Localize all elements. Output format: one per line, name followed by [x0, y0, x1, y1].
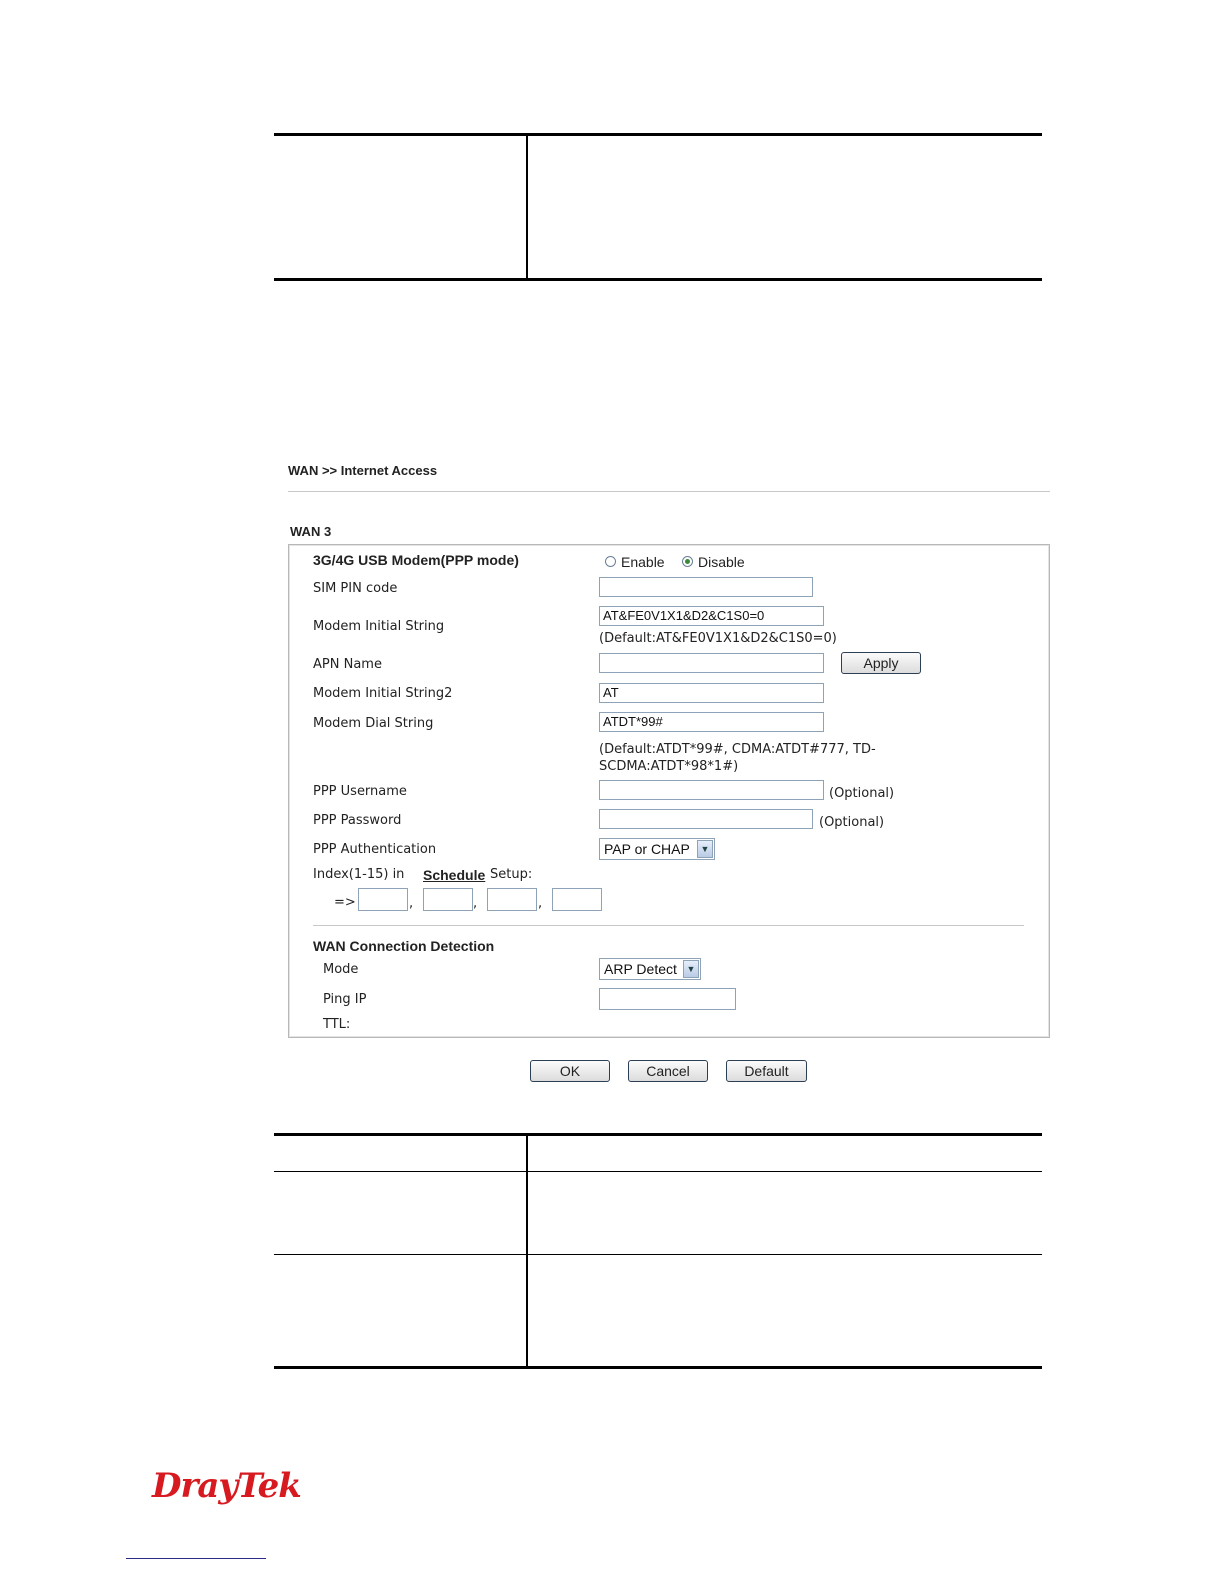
detection-title: WAN Connection Detection [313, 938, 495, 954]
schedule-suffix: Setup: [490, 867, 533, 882]
breadcrumb: WAN >> Internet Access [288, 463, 438, 478]
init-string-label: Modem Initial String [313, 619, 445, 634]
schedule-index-1[interactable] [358, 888, 408, 911]
init-string-input[interactable]: AT&FE0V1X1&D2&C1S0=0 [599, 606, 824, 626]
table-row-rule [274, 1254, 1042, 1255]
detection-divider [313, 925, 1024, 926]
init-string2-label: Modem Initial String2 [313, 686, 453, 701]
logo-part-dray: Dray [152, 1466, 238, 1506]
enable-radio[interactable] [605, 556, 616, 567]
table-top-rule [274, 1133, 1042, 1136]
ppp-password-optional: (Optional) [819, 815, 885, 830]
schedule-index-4[interactable] [552, 888, 602, 911]
apn-input[interactable] [599, 653, 824, 673]
dial-default-line2: SCDMA:ATDT*98*1#) [599, 759, 739, 774]
schedule-arrow: => [334, 895, 356, 910]
ok-button[interactable]: OK [530, 1060, 610, 1082]
ppp-auth-select[interactable] [599, 838, 715, 860]
schedule-link[interactable]: Schedule [423, 867, 486, 883]
header-divider [288, 491, 1050, 492]
ppp-auth-label: PPP Authentication [313, 842, 437, 857]
logo-part-tek: Tek [237, 1466, 301, 1506]
schedule-index-3[interactable] [487, 888, 537, 911]
ping-ip-label: Ping IP [323, 992, 367, 1007]
mode-label: Mode [323, 962, 359, 977]
ppp-username-label: PPP Username [313, 784, 407, 799]
table-bottom-rule [274, 1366, 1042, 1369]
ppp-password-input[interactable] [599, 809, 813, 829]
mode-select[interactable] [599, 958, 701, 980]
section-title: WAN 3 [290, 524, 332, 539]
apply-button[interactable]: Apply [841, 652, 921, 674]
chevron-down-icon: ▼ [697, 840, 713, 858]
schedule-prefix: Index(1-15) in [313, 867, 405, 882]
sim-pin-input[interactable] [599, 577, 813, 597]
default-button[interactable]: Default [726, 1060, 807, 1082]
schedule-index-2[interactable] [423, 888, 473, 911]
ppp-auth-value: PAP or CHAP [604, 841, 690, 857]
table-column-divider [526, 135, 528, 281]
ppp-password-label: PPP Password [313, 813, 402, 828]
schedule-comma: , [473, 896, 478, 911]
table-header-rule [274, 1171, 1042, 1172]
schedule-comma: , [409, 896, 414, 911]
footer-rule [126, 1558, 266, 1559]
disable-radio[interactable] [682, 556, 693, 567]
ppp-username-optional: (Optional) [829, 786, 895, 801]
chevron-down-icon: ▼ [683, 960, 699, 978]
top-doc-table [274, 133, 1042, 283]
bottom-doc-table [274, 1133, 1042, 1369]
enable-radio-label: Enable [621, 554, 665, 570]
modem-mode-label: 3G/4G USB Modem(PPP mode) [313, 552, 519, 568]
ppp-username-input[interactable] [599, 780, 824, 800]
apn-label: APN Name [313, 657, 382, 672]
sim-pin-label: SIM PIN code [313, 581, 398, 596]
table-top-rule [274, 133, 1042, 136]
dial-string-input[interactable]: ATDT*99# [599, 712, 824, 732]
draytek-logo [152, 1466, 301, 1506]
init-string2-input[interactable]: AT [599, 683, 824, 703]
ping-ip-input[interactable] [599, 988, 736, 1010]
table-column-divider [526, 1135, 528, 1367]
cancel-button[interactable]: Cancel [628, 1060, 708, 1082]
schedule-comma: , [538, 896, 543, 911]
init-string-default: (Default:AT&FE0V1X1&D2&C1S0=0) [599, 631, 837, 646]
mode-value: ARP Detect [604, 961, 677, 977]
dial-default-line1: (Default:ATDT*99#, CDMA:ATDT#777, TD- [599, 742, 876, 757]
ttl-label: TTL: [323, 1017, 351, 1032]
table-bottom-rule [274, 278, 1042, 281]
dial-string-label: Modem Dial String [313, 716, 434, 731]
disable-radio-label: Disable [698, 554, 745, 570]
